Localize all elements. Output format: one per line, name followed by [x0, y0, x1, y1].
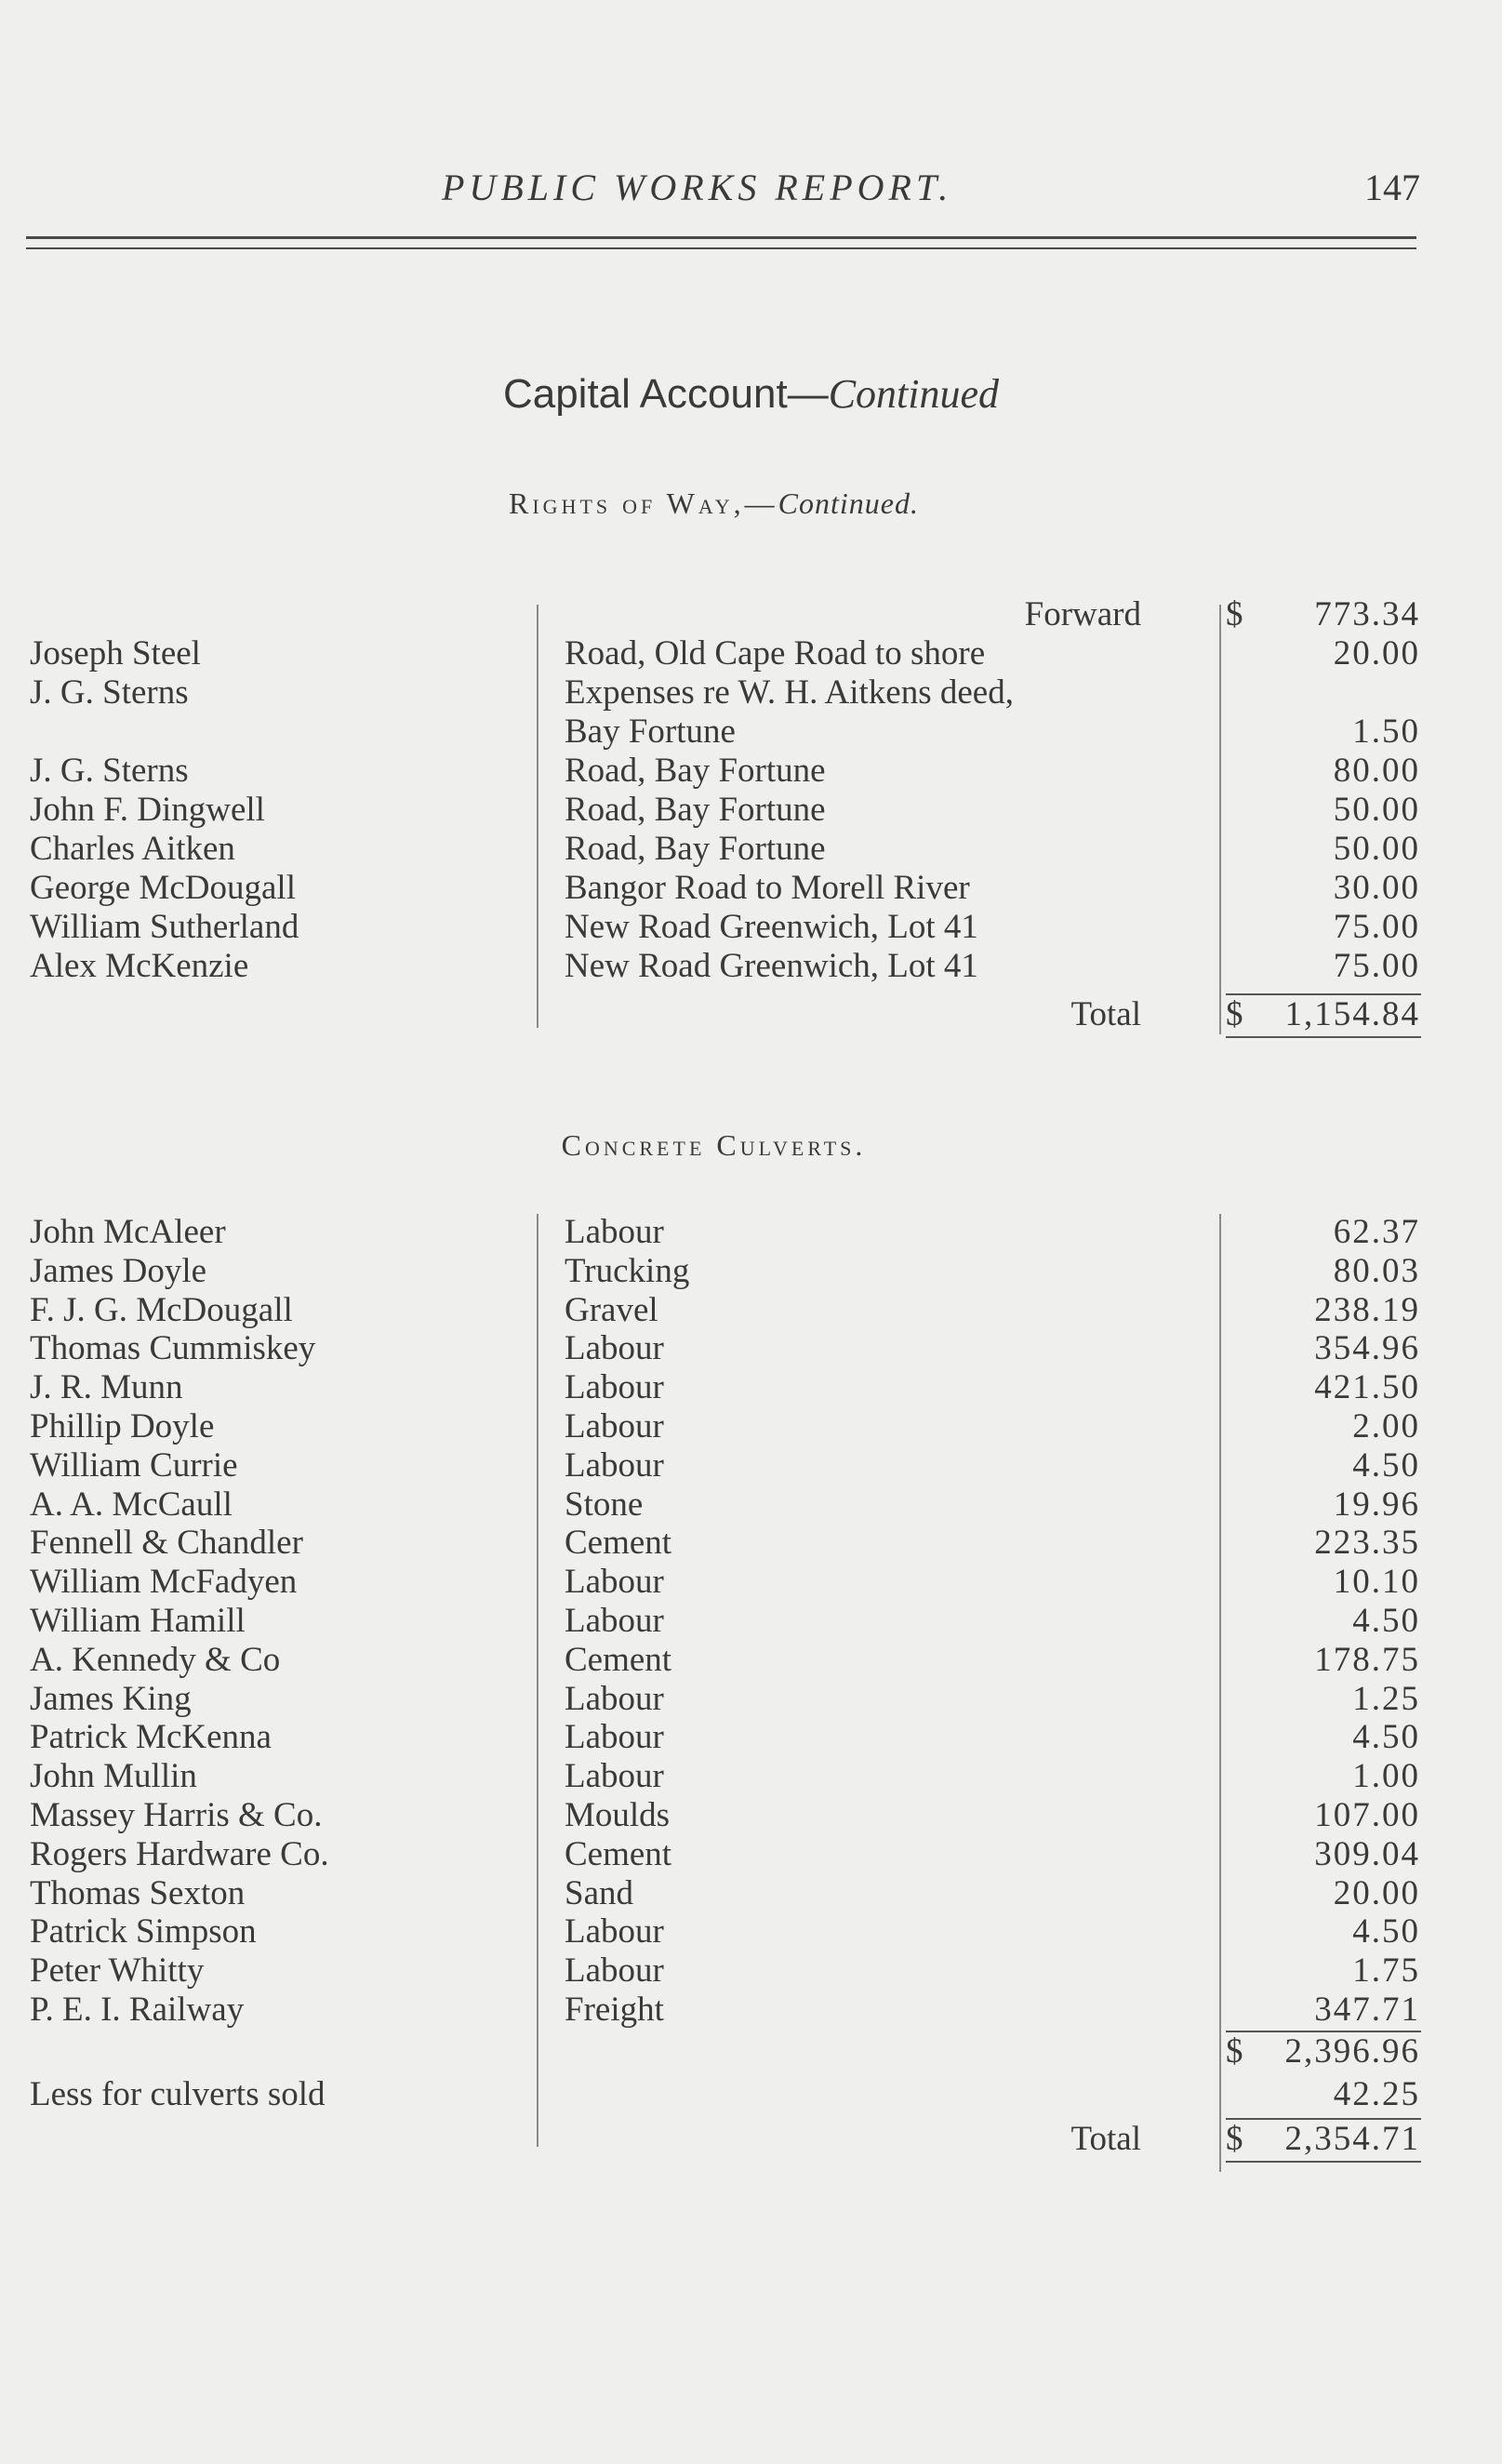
payee-name: Thomas Cummiskey	[30, 1329, 316, 1368]
item-description: Cement	[565, 1524, 672, 1563]
culverts-subtotal-row	[0, 2032, 1502, 2071]
section-title-italic: Continued	[828, 371, 1000, 417]
rights-total-dollar: $	[1226, 995, 1243, 1033]
payee-name: P. E. I. Railway	[30, 1991, 245, 2029]
forward-label: Forward	[1024, 595, 1141, 633]
payee-name: James King	[30, 1679, 192, 1718]
payee-name: Thomas Sexton	[30, 1873, 246, 1912]
ledger-row	[0, 1407, 1502, 1446]
ledger-row	[0, 1602, 1502, 1641]
item-description: Cement	[565, 1834, 672, 1873]
item-amount: 62.37	[1333, 1213, 1420, 1251]
item-description: Road, Bay Fortune	[565, 791, 826, 829]
item-description: Labour	[565, 1329, 664, 1368]
payee-name: John McAleer	[30, 1213, 226, 1251]
item-amount: 19.96	[1333, 1485, 1420, 1524]
payee-name: A. A. McCaull	[30, 1485, 233, 1524]
item-amount: 75.00	[1333, 908, 1420, 946]
payee-name: Massey Harris & Co.	[30, 1796, 323, 1834]
item-description: Road, Bay Fortune	[565, 830, 826, 868]
concrete-culverts-heading: Concrete Culverts.	[561, 1128, 867, 1162]
ledger-row	[0, 1563, 1502, 1602]
ledger-row	[0, 791, 1502, 830]
payee-name: A. Kennedy & Co	[30, 1640, 281, 1679]
item-description: Labour	[565, 1213, 664, 1251]
forward-row	[0, 595, 1502, 634]
less-label: Less for culverts sold	[30, 2075, 326, 2113]
ledger-row	[0, 713, 1502, 752]
item-description: Bay Fortune	[565, 713, 736, 751]
item-description: Road, Bay Fortune	[565, 752, 826, 790]
ledger-row	[0, 1329, 1502, 1368]
culverts-total-row	[0, 2120, 1502, 2159]
item-description: Labour	[565, 1679, 664, 1718]
payee-name: James Doyle	[30, 1251, 207, 1290]
item-amount: 80.00	[1333, 752, 1420, 790]
ledger-row	[0, 1524, 1502, 1563]
payee-name: Patrick McKenna	[30, 1718, 272, 1757]
running-title: PUBLIC WORKS REPORT.	[442, 166, 953, 208]
ledger-row	[0, 1641, 1502, 1680]
item-amount: 2.00	[1352, 1407, 1420, 1445]
payee-name: William McFadyen	[30, 1563, 298, 1602]
payee-name: J. G. Sterns	[30, 752, 189, 790]
rights-heading-italic: Continued.	[778, 486, 919, 520]
rights-total-amount: 1,154.84	[1284, 995, 1420, 1033]
item-amount: 1.00	[1352, 1757, 1420, 1796]
item-amount: 50.00	[1333, 791, 1420, 829]
page-number: 147	[1364, 166, 1420, 208]
item-amount: 20.00	[1333, 634, 1420, 673]
item-amount: 10.10	[1333, 1563, 1420, 1602]
payee-name: William Hamill	[30, 1602, 246, 1640]
payee-name: J. R. Munn	[30, 1368, 183, 1407]
payee-name: Phillip Doyle	[30, 1407, 215, 1445]
item-amount: 4.50	[1352, 1718, 1420, 1757]
item-description: Road, Old Cape Road to shore	[565, 634, 986, 673]
item-amount: 178.75	[1314, 1640, 1420, 1679]
culverts-subtotal-amount: 2,396.96	[1284, 2032, 1420, 2071]
culverts-total-underline	[1226, 2161, 1421, 2163]
item-description: New Road Greenwich, Lot 41	[565, 947, 978, 985]
item-description: Labour	[565, 1407, 664, 1445]
payee-name: George McDougall	[30, 869, 296, 907]
item-amount: 107.00	[1314, 1796, 1420, 1834]
item-amount: 347.71	[1314, 1991, 1420, 2029]
item-description: Labour	[565, 1757, 664, 1796]
rights-heading-text: Rights of Way,—	[509, 486, 778, 520]
item-description: Labour	[565, 1951, 664, 1991]
item-amount: 421.50	[1314, 1368, 1420, 1407]
item-description: New Road Greenwich, Lot 41	[565, 908, 978, 946]
item-description: Labour	[565, 1563, 664, 1602]
rights-total-label: Total	[1070, 995, 1141, 1033]
rights-of-way-heading	[0, 486, 1465, 521]
ledger-row	[0, 908, 1502, 947]
ledger-row	[0, 869, 1502, 908]
item-amount: 80.03	[1333, 1251, 1420, 1290]
culverts-subtotal-dollar: $	[1226, 2032, 1243, 2071]
ledger-row	[0, 1252, 1502, 1291]
payee-name: William Currie	[30, 1445, 238, 1485]
item-amount: 50.00	[1333, 830, 1420, 868]
ledger-row	[0, 1368, 1502, 1407]
culverts-less-row	[0, 2075, 1502, 2114]
item-description: Moulds	[565, 1796, 671, 1834]
ledger-row	[0, 1796, 1502, 1835]
less-amount: 42.25	[1333, 2075, 1420, 2113]
ledger-row	[0, 1213, 1502, 1252]
forward-amount: 773.34	[1314, 595, 1420, 633]
item-description: Freight	[565, 1991, 664, 2029]
item-description: Expenses re W. H. Aitkens deed,	[565, 673, 1014, 712]
item-description: Bangor Road to Morell River	[565, 869, 970, 907]
payee-name: Alex McKenzie	[30, 947, 249, 985]
item-description: Labour	[565, 1368, 664, 1407]
item-description: Labour	[565, 1912, 664, 1951]
culverts-total-label: Total	[1070, 2120, 1141, 2158]
ledger-row	[0, 830, 1502, 869]
payee-name: Charles Aitken	[30, 830, 235, 868]
section-title-text: Capital Account—	[502, 371, 829, 417]
item-amount: 238.19	[1314, 1290, 1420, 1329]
item-description: Labour	[565, 1602, 664, 1640]
item-description: Gravel	[565, 1290, 658, 1329]
ledger-row	[0, 1874, 1502, 1913]
ledger-row	[0, 673, 1502, 713]
payee-name: Joseph Steel	[30, 634, 201, 673]
payee-name: J. G. Sterns	[30, 673, 189, 712]
item-description: Stone	[565, 1485, 644, 1524]
ledger-row	[0, 1991, 1502, 2030]
forward-dollar: $	[1226, 595, 1243, 633]
payee-name: John F. Dingwell	[30, 791, 265, 829]
item-amount: 4.50	[1352, 1602, 1420, 1640]
item-description: Cement	[565, 1640, 672, 1679]
item-amount: 1.75	[1352, 1951, 1420, 1991]
payee-name: Fennell & Chandler	[30, 1524, 303, 1563]
item-description: Trucking	[565, 1251, 690, 1290]
item-description: Labour	[565, 1718, 664, 1757]
item-amount: 223.35	[1314, 1524, 1420, 1563]
payee-name: Rogers Hardware Co.	[30, 1834, 329, 1873]
ledger-row	[0, 1912, 1502, 1951]
payee-name: William Sutherland	[30, 908, 299, 946]
rights-total-row	[0, 995, 1502, 1034]
ledger-row	[0, 1718, 1502, 1757]
ledger-row	[0, 752, 1502, 791]
ledger-row	[0, 1680, 1502, 1719]
ledger-row	[0, 1835, 1502, 1874]
item-amount: 75.00	[1333, 947, 1420, 985]
item-description: Sand	[565, 1873, 633, 1912]
payee-name: F. J. G. McDougall	[30, 1290, 293, 1329]
payee-name: John Mullin	[30, 1757, 197, 1796]
rights-total-underline	[1226, 1036, 1421, 1038]
item-amount: 4.50	[1352, 1445, 1420, 1485]
item-amount: 309.04	[1314, 1834, 1420, 1873]
culverts-total-dollar: $	[1226, 2120, 1243, 2158]
section-title	[0, 370, 1502, 418]
running-head	[0, 166, 1502, 212]
ledger-row	[0, 1291, 1502, 1330]
header-rule	[26, 236, 1416, 249]
item-amount: 354.96	[1314, 1329, 1420, 1368]
item-description: Labour	[565, 1445, 664, 1485]
payee-name: Patrick Simpson	[30, 1912, 257, 1951]
ledger-row	[0, 1485, 1502, 1525]
item-amount: 20.00	[1333, 1873, 1420, 1912]
item-amount: 1.50	[1352, 713, 1420, 751]
item-amount: 1.25	[1352, 1679, 1420, 1718]
ledger-row	[0, 1757, 1502, 1796]
item-amount: 4.50	[1352, 1912, 1420, 1951]
ledger-row	[0, 947, 1502, 986]
item-amount: 30.00	[1333, 869, 1420, 907]
ledger-row	[0, 1446, 1502, 1485]
payee-name: Peter Whitty	[30, 1951, 205, 1991]
ledger-row	[0, 634, 1502, 673]
culverts-total-amount: 2,354.71	[1284, 2120, 1420, 2158]
ledger-row	[0, 1951, 1502, 1991]
